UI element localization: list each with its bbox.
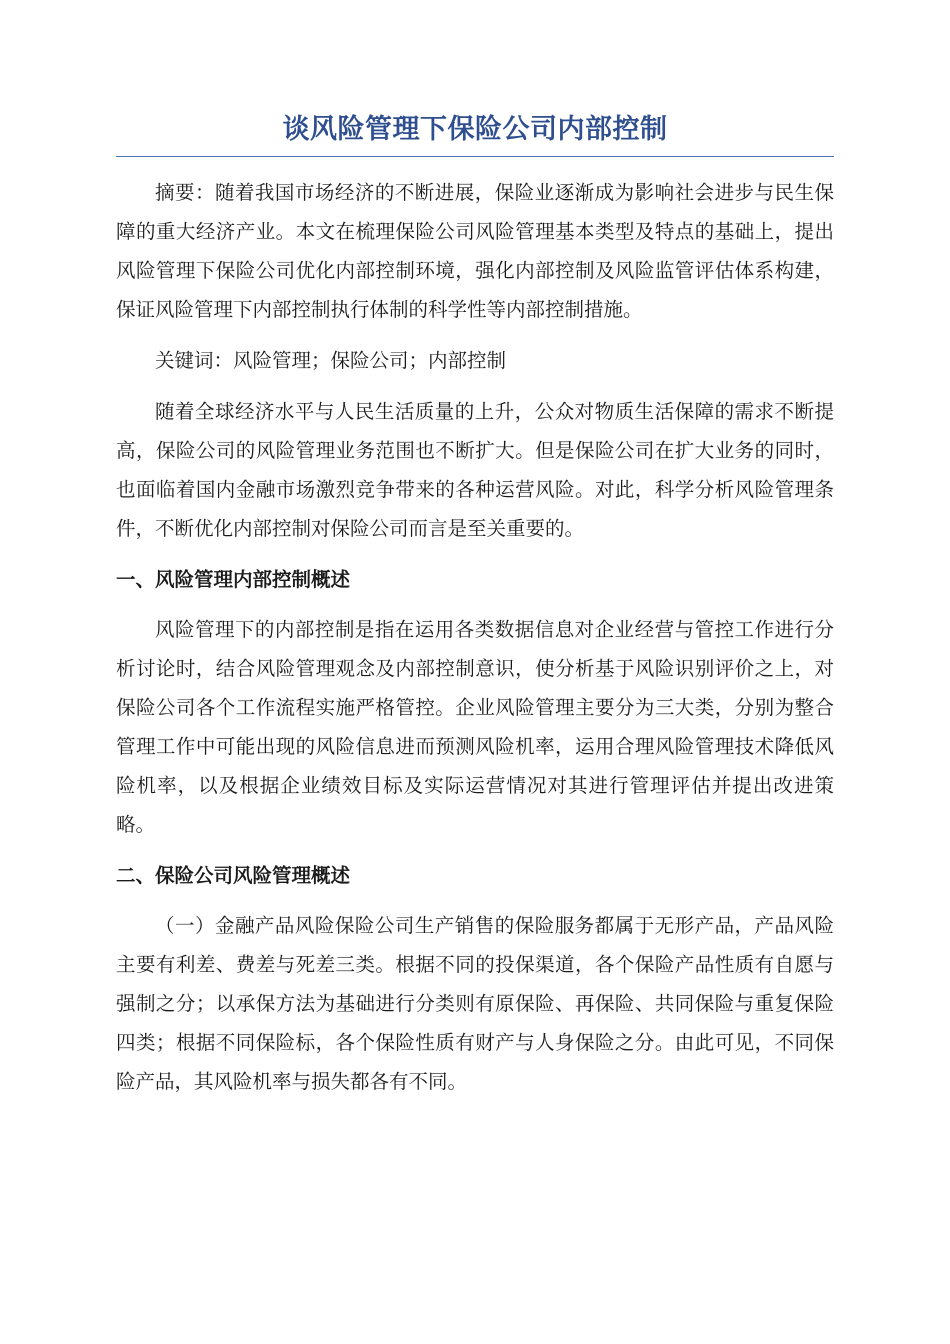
document-title: 谈风险管理下保险公司内部控制 xyxy=(116,108,834,157)
intro-paragraph: 随着全球经济水平与人民生活质量的上升，公众对物质生活保障的需求不断提高，保险公司的风险管理业务范围也不断扩大。但是保险公司在扩大业务的同时，也面临着国内金融市场激烈竞争带来的各种运营风险。对此，科学分析风险管理条件，不断优化内部控制对保险公司而言是至关重要的。 xyxy=(116,400,834,540)
abstract-paragraph: 摘要：随着我国市场经济的不断进展，保险业逐渐成为影响社会进步与民生保障的重大经济产业。本文在梳理保险公司风险管理基本类型及特点的基础上，提出风险管理下保险公司优化内部控制环境，强化内部控制及风险监管评估体系构建，保证风险管理下内部控制执行体制的科学性等内部控制措施。 xyxy=(116,181,834,321)
section-2-heading: 二、保险公司风险管理概述 xyxy=(116,864,351,887)
document-page xyxy=(116,108,834,1113)
section-1-paragraph: 风险管理下的内部控制是指在运用各类数据信息对企业经营与管控工作进行分析讨论时，结合风险管理观念及内部控制意识，使分析基于风险识别评价之上，对保险公司各个工作流程实施严格管控。企业风险管理主要分为三大类，分别为整合管理工作中可能出现的风险信息进而预测风险机率，运用合理风险管理技术降低风险机率，以及根据企业绩效目标及实际运营情况对其进行管理评估并提出改进策略。 xyxy=(116,618,834,836)
keywords-paragraph: 关键词：风险管理；保险公司；内部控制 xyxy=(155,349,507,372)
section-2-paragraph: （一）金融产品风险保险公司生产销售的保险服务都属于无形产品，产品风险主要有利差、费差与死差三类。根据不同的投保渠道，各个保险产品性质有自愿与强制之分；以承保方法为基础进行分类则有原保险、再保险、共同保险与重复保险四类；根据不同保险标，各个保险性质有财产与人身保险之分。由此可见，不同保险产品，其风险机率与损失都各有不同。 xyxy=(116,914,834,1093)
section-1-heading: 一、风险管理内部控制概述 xyxy=(116,568,351,591)
